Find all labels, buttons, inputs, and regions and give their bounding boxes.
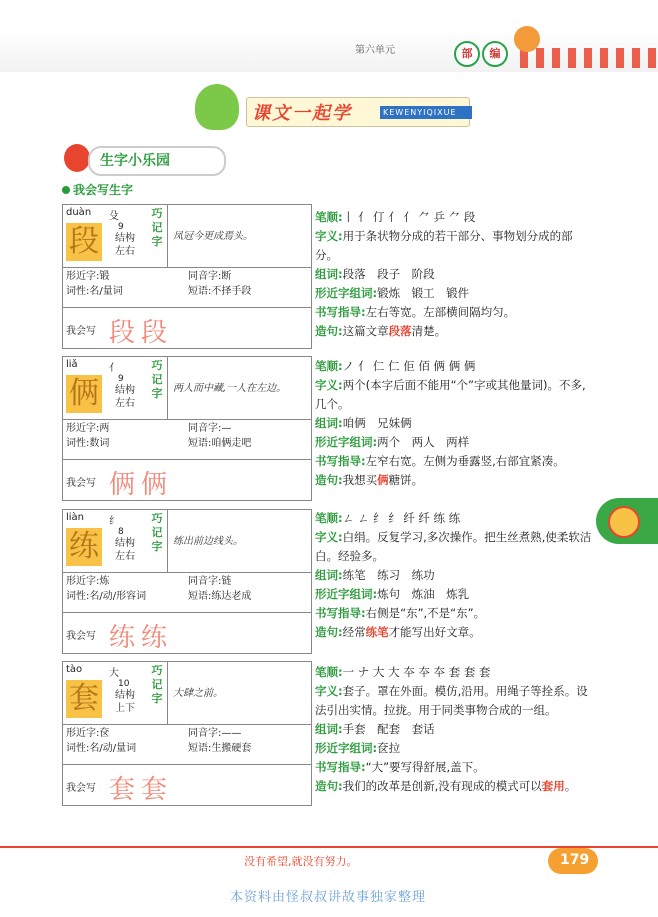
stroke-order: 笔顺:丨 亻 仃 亻 亻 ⺈ 乒 ⺈ 段 xyxy=(315,210,476,224)
girl-mascot-icon xyxy=(514,26,540,52)
practice-characters: 练练 xyxy=(109,623,174,653)
meaning: 字义:两个(本字后面不能用“个”字或其他量词)。不多,几个。 xyxy=(315,378,586,411)
monster-mascot-icon xyxy=(195,84,239,130)
card-info xyxy=(63,420,311,460)
footer-slogan: 没有希望,就没有努力。 xyxy=(244,855,358,868)
stroke-order: 笔顺:ㄥ ㄥ 纟 纟 纤 纤 练 练 xyxy=(315,511,461,525)
meaning: 字义:套子。罩在外面。模仿,沿用。用绳子等拴系。设法引出实情。拉拢。用于同类事物合成的一组。 xyxy=(315,684,588,717)
practice-row xyxy=(63,765,311,805)
word-group: 组词:练笔 练习 练功 xyxy=(315,568,435,582)
writing-guide: 书写指导:左窄右宽。左侧为垂露竖,右部宜紧凑。 xyxy=(315,454,565,468)
character-card xyxy=(62,509,312,654)
word-group: 组词:手套 配套 套话 xyxy=(315,722,435,736)
main-character: 俩 xyxy=(66,375,102,413)
stroke-count: 10 xyxy=(118,679,130,689)
phrase: 短语:练达老成 xyxy=(188,591,252,602)
character-card xyxy=(62,204,312,349)
similar-char: 形近字:锻 xyxy=(66,271,110,282)
example-sentence: 造句:我想买俩糖饼。 xyxy=(315,473,424,487)
main-character: 练 xyxy=(66,528,102,566)
mnemonic-text: 两人而中藏,一人在左边。 xyxy=(173,383,287,394)
divider xyxy=(167,205,168,267)
homophone: 同音字:断 xyxy=(188,271,232,282)
apple-mascot-icon xyxy=(64,144,90,172)
character-card xyxy=(62,661,312,806)
card-info xyxy=(63,725,311,765)
stroke-count: 8 xyxy=(118,527,124,537)
card-info xyxy=(63,268,311,308)
example-sentence: 造句:这篇文章段落清楚。 xyxy=(315,324,447,338)
meaning: 字义:用于条状物分成的若干部分、事物划分成的部分。 xyxy=(315,229,573,262)
stroke-count: 9 xyxy=(118,222,124,232)
pinyin: liàn xyxy=(66,512,85,523)
part-of-speech: 词性:数词 xyxy=(66,438,110,449)
fox-face-icon xyxy=(608,506,640,538)
badge-bu: 部 xyxy=(454,41,480,67)
example-sentence: 造句:经常练笔才能写出好文章。 xyxy=(315,625,481,639)
page-number: 179 xyxy=(560,852,590,868)
divider xyxy=(167,357,168,419)
practice-row xyxy=(63,460,311,500)
homophone: 同音字:— xyxy=(188,423,232,434)
structure: 结构 左右 xyxy=(115,385,135,409)
main-character: 段 xyxy=(66,223,102,261)
character-notes xyxy=(315,357,595,490)
similar-word-group: 形近字组词:锻炼 锻工 锻件 xyxy=(315,286,470,300)
mnemonic-text: 大肆之前。 xyxy=(173,688,223,699)
qiaoji-label: 巧 记 字 xyxy=(151,664,163,705)
practice-label: 我会写 xyxy=(66,326,96,337)
radical: 纟 xyxy=(109,516,119,527)
similar-word-group: 形近字组词:炼句 炼油 炼乳 xyxy=(315,587,470,601)
phrase: 短语:不择手段 xyxy=(188,286,252,297)
meaning: 字义:白绢。反复学习,多次操作。把生丝煮熟,使柔软洁白。经验多。 xyxy=(315,530,592,563)
structure: 结构 左右 xyxy=(115,538,135,562)
similar-word-group: 形近字组词:奁拉 xyxy=(315,741,401,755)
practice-characters: 俩俩 xyxy=(109,470,174,500)
pinyin: duàn xyxy=(66,207,92,218)
similar-char: 形近字:炼 xyxy=(66,576,110,587)
qiaoji-label: 巧 记 字 xyxy=(151,207,163,248)
practice-row xyxy=(63,613,311,653)
practice-label: 我会写 xyxy=(66,783,96,794)
part-of-speech: 词性:名/动/形容词 xyxy=(66,591,147,602)
practice-row xyxy=(63,308,311,348)
banner-latin: KEWENYIQIXUE xyxy=(380,106,472,119)
mnemonic-text: 凤冠今更成焉头。 xyxy=(173,231,253,242)
card-info xyxy=(63,573,311,613)
homophone: 同音字:链 xyxy=(188,576,232,587)
stroke-order: 笔顺:一 ナ 大 大 夲 夲 夲 套 套 套 xyxy=(315,665,491,679)
character-notes xyxy=(315,208,595,341)
banner-title: 课文一起学 xyxy=(252,103,352,124)
divider xyxy=(167,662,168,724)
card-header xyxy=(63,662,311,725)
card-header xyxy=(63,357,311,420)
writing-guide: 书写指导:左右等宽。左部横间隔均匀。 xyxy=(315,305,516,319)
header-decoration xyxy=(520,48,658,68)
example-sentence: 造句:我们的改革是创新,没有现成的模式可以套用。 xyxy=(315,779,577,793)
practice-characters: 套套 xyxy=(109,775,174,805)
card-header xyxy=(63,510,311,573)
structure: 结构 上下 xyxy=(115,690,135,714)
practice-label: 我会写 xyxy=(66,478,96,489)
word-group: 组词:咱俩 兄妹俩 xyxy=(315,416,412,430)
part-of-speech: 词性:名/动/量词 xyxy=(66,743,137,754)
character-card xyxy=(62,356,312,501)
part-of-speech: 词性:名/量词 xyxy=(66,286,123,297)
phrase: 短语:生搬硬套 xyxy=(188,743,252,754)
character-notes xyxy=(315,509,595,642)
main-character: 套 xyxy=(66,680,102,718)
phrase: 短语:咱俩走吧 xyxy=(188,438,252,449)
section-title: 生字小乐园 xyxy=(88,146,226,176)
pinyin: liǎ xyxy=(66,359,78,370)
writing-guide: 书写指导:右侧是“东”,不是“东”。 xyxy=(315,606,486,620)
radical: 大 xyxy=(109,668,119,679)
radical: 殳 xyxy=(109,211,119,222)
stroke-order: 笔顺:ノ 亻 仁 仁 佢 佰 俩 俩 俩 xyxy=(315,359,476,373)
character-notes xyxy=(315,663,595,796)
similar-char: 形近字:奁 xyxy=(66,728,110,739)
pinyin: tào xyxy=(66,664,83,675)
mnemonic-text: 练出前边线头。 xyxy=(173,536,243,547)
badge-bian: 编 xyxy=(482,41,508,67)
footer-credit: 本资料由怪叔叔讲故事独家整理 xyxy=(230,890,427,905)
qiaoji-label: 巧 记 字 xyxy=(151,359,163,400)
divider xyxy=(167,510,168,572)
unit-label: 第六单元 xyxy=(355,45,395,56)
word-group: 组词:段落 段子 阶段 xyxy=(315,267,435,281)
card-header xyxy=(63,205,311,268)
section-subtitle: 我会写生字 xyxy=(62,181,133,198)
qiaoji-label: 巧 记 字 xyxy=(151,512,163,553)
stroke-count: 9 xyxy=(118,374,124,384)
practice-characters: 段段 xyxy=(109,318,174,348)
writing-guide: 书写指导:“大”要写得舒展,盖下。 xyxy=(315,760,485,774)
practice-label: 我会写 xyxy=(66,631,96,642)
similar-char: 形近字:两 xyxy=(66,423,110,434)
homophone: 同音字:—— xyxy=(188,728,242,739)
radical: 亻 xyxy=(109,363,119,374)
bullet-icon xyxy=(62,186,70,194)
structure: 结构 左右 xyxy=(115,233,135,257)
similar-word-group: 形近字组词:两个 两人 两样 xyxy=(315,435,470,449)
